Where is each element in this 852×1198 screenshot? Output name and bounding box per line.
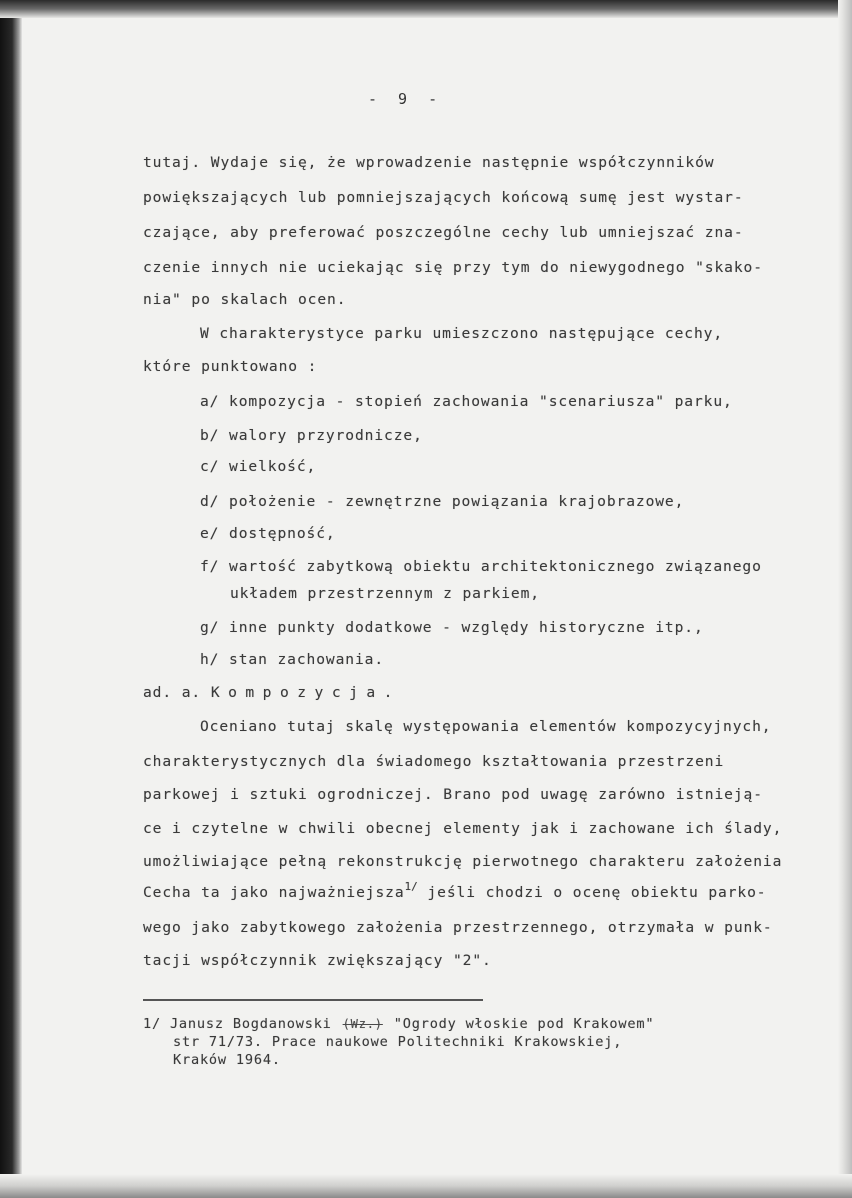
footnote-title: "Ogrody włoskie pod Krakowem" [393,1016,655,1032]
section-line-with-footnote [143,880,767,901]
footnote-reference: 1/ [404,880,418,893]
section-heading [143,684,401,701]
section-line: parkowej i sztuki ogrodniczej. Brano pod uwagę zarówno istnieją- [143,786,763,803]
body-line: czenie innych nie uciekając się przy tym do niewygodnego "skako- [143,259,763,276]
scan-border-left [0,0,22,1198]
feature-item-g: g/ inne punkty dodatkowe - względy historyczne itp., [200,619,704,636]
section-line: ce i czytelne w chwili obecnej elementy jak i zachowane ich ślady, [143,820,783,837]
footnote-author: Janusz Bogdanowski [169,1016,332,1032]
footnote-struck-text: (Wz.) [342,1017,383,1031]
feature-item-e: e/ dostępność, [200,525,336,542]
body-line: W charakterystyce parku umieszczono następujące cechy, [200,325,724,342]
section-line: umożliwiające pełną rekonstrukcję pierwotnego charakteru założenia [143,853,783,870]
feature-item-a: a/ kompozycja - stopień zachowania "scenariusza" parku, [200,393,733,410]
footnote-divider [143,999,483,1001]
section-line-text: jeśli chodzi o ocenę obiektu parko- [427,884,767,901]
scan-border-top [0,0,852,18]
scan-border-right [838,0,852,1198]
feature-item-c: c/ wielkość, [200,458,317,475]
section-line: Oceniano tutaj skalę występowania elementów kompozycyjnych, [200,718,772,735]
section-line: tacji współczynnik zwiększający "2". [143,952,492,969]
page-number: - 9 - [368,90,444,108]
section-line: wego jako zabytkowego założenia przestrzennego, otrzymała w punk- [143,919,773,936]
body-line: które punktowano : [143,358,318,375]
feature-item-h: h/ stan zachowania. [200,651,385,668]
section-title: Kompozycja. [210,684,401,701]
feature-item-b: b/ walory przyrodnicze, [200,427,423,444]
section-line: charakterystycznych dla świadomego kształtowania przestrzeni [143,753,725,770]
section-line-text: Cecha ta jako najważniejsza [143,884,405,901]
footnote-line-2: str 71/73. Prace naukowe Politechniki Krakowskiej, [173,1034,623,1050]
body-line: powiększających lub pomniejszających końcową sumę jest wystar- [143,189,744,206]
body-line: czające, aby preferować poszczególne cechy lub umniejszać zna- [143,224,744,241]
footnote-line-1 [143,1016,654,1032]
feature-item-f-continued: układem przestrzennym z parkiem, [230,585,540,602]
body-line: tutaj. Wydaje się, że wprowadzenie następnie współczynników [143,154,715,171]
body-line: nia" po skalach ocen. [143,291,347,308]
footnote-line-3: Kraków 1964. [173,1052,281,1068]
footnote-marker: 1/ [143,1016,161,1032]
scan-border-bottom [0,1174,852,1198]
feature-item-d: d/ położenie - zewnętrzne powiązania krajobrazowe, [200,493,685,510]
section-prefix: ad. a. [143,684,202,701]
feature-item-f: f/ wartość zabytkową obiektu architektonicznego związanego [200,558,762,575]
